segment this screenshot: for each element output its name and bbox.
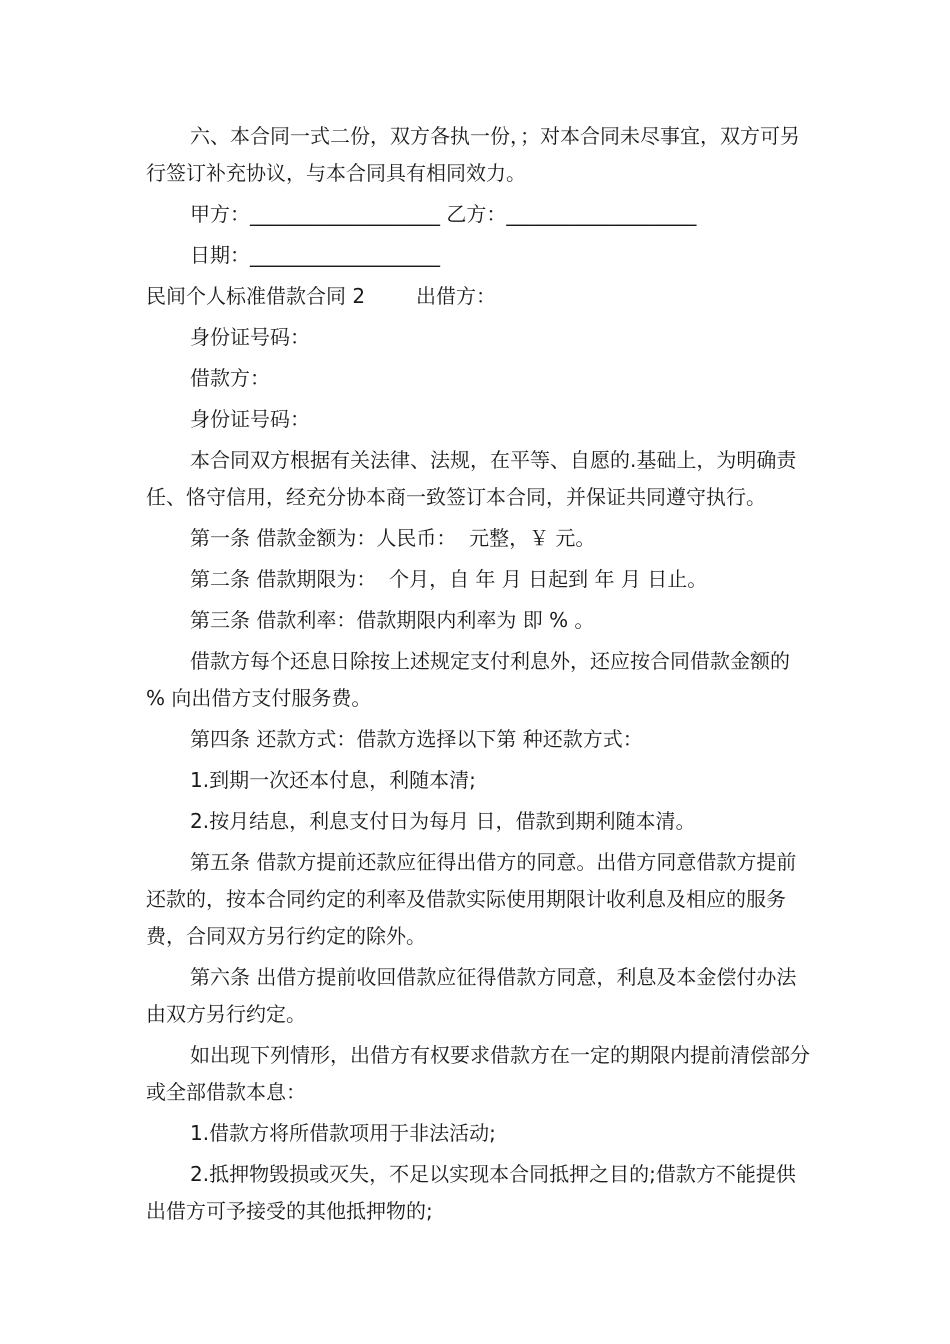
- borrower-id-number-field: 身份证号码：: [190, 407, 310, 431]
- repayment-option-two: 2.按月结息，利息支付日为每月 日，借款到期利随本清。: [190, 809, 696, 833]
- article-one-amount: 第一条 借款金额为：人民币： 元整，￥ 元。: [190, 526, 596, 550]
- article-two-term: 第二条 借款期限为： 个月，自 年 月 日起到 年 月 日止。: [190, 567, 708, 591]
- service-fee-paragraph: 借款方每个还息日除按上述规定支付利息外，还应按合同借款金额的 % 向出借方支付服务费。: [146, 649, 797, 710]
- contract-title-lender: 民间个人标准借款合同 2 出借方：: [146, 284, 496, 308]
- article-five-early-repayment: 第五条 借款方提前还款应征得出借方的同意。出借方同意借款方提前还款的，按本合同约定的利率及借款实际使用期限计收利息及相应的服务费，合同双方另行约定的除外。: [146, 850, 797, 948]
- signature-line-date: 日期：___________________: [190, 243, 440, 267]
- article-three-rate: 第三条 借款利率：借款期限内利率为 即 % 。: [190, 608, 595, 632]
- clause-six-paragraph: 六、本合同一式二份，双方各执一份，；对本合同未尽事宜，双方可另行签订补充协议，与本合同具有相同效力。: [146, 124, 800, 185]
- preamble-paragraph: 本合同双方根据有关法律、法规，在平等、自愿的.基础上，为明确责任、恪守信用，经充分协本商一致签订本合同，并保证共同遵守执行。: [146, 448, 797, 509]
- repayment-option-one: 1.到期一次还本付息，利随本清;: [190, 768, 476, 792]
- early-recall-conditions-intro: 如出现下列情形，出借方有权要求借款方在一定的期限内提前清偿部分或全部借款本息：: [146, 1043, 810, 1104]
- document-body: [146, 118, 811, 1230]
- signature-line-parties: 甲方：___________________ 乙方：___________________: [190, 202, 697, 226]
- lender-id-number-field: 身份证号码：: [190, 325, 310, 349]
- condition-one: 1.借款方将所借款项用于非法活动;: [190, 1121, 496, 1145]
- borrower-field: 借款方：: [190, 366, 270, 390]
- condition-two: 2.抵押物毁损或灭失，不足以实现本合同抵押之目的;借款方不能提供出借方可予接受的其他抵押物的;: [146, 1162, 796, 1223]
- article-four-repayment: 第四条 还款方式：借款方选择以下第 种还款方式：: [190, 727, 643, 751]
- article-six-early-recall: 第六条 出借方提前收回借款应征得借款方同意，利息及本金偿付办法由双方另行约定。: [146, 965, 797, 1026]
